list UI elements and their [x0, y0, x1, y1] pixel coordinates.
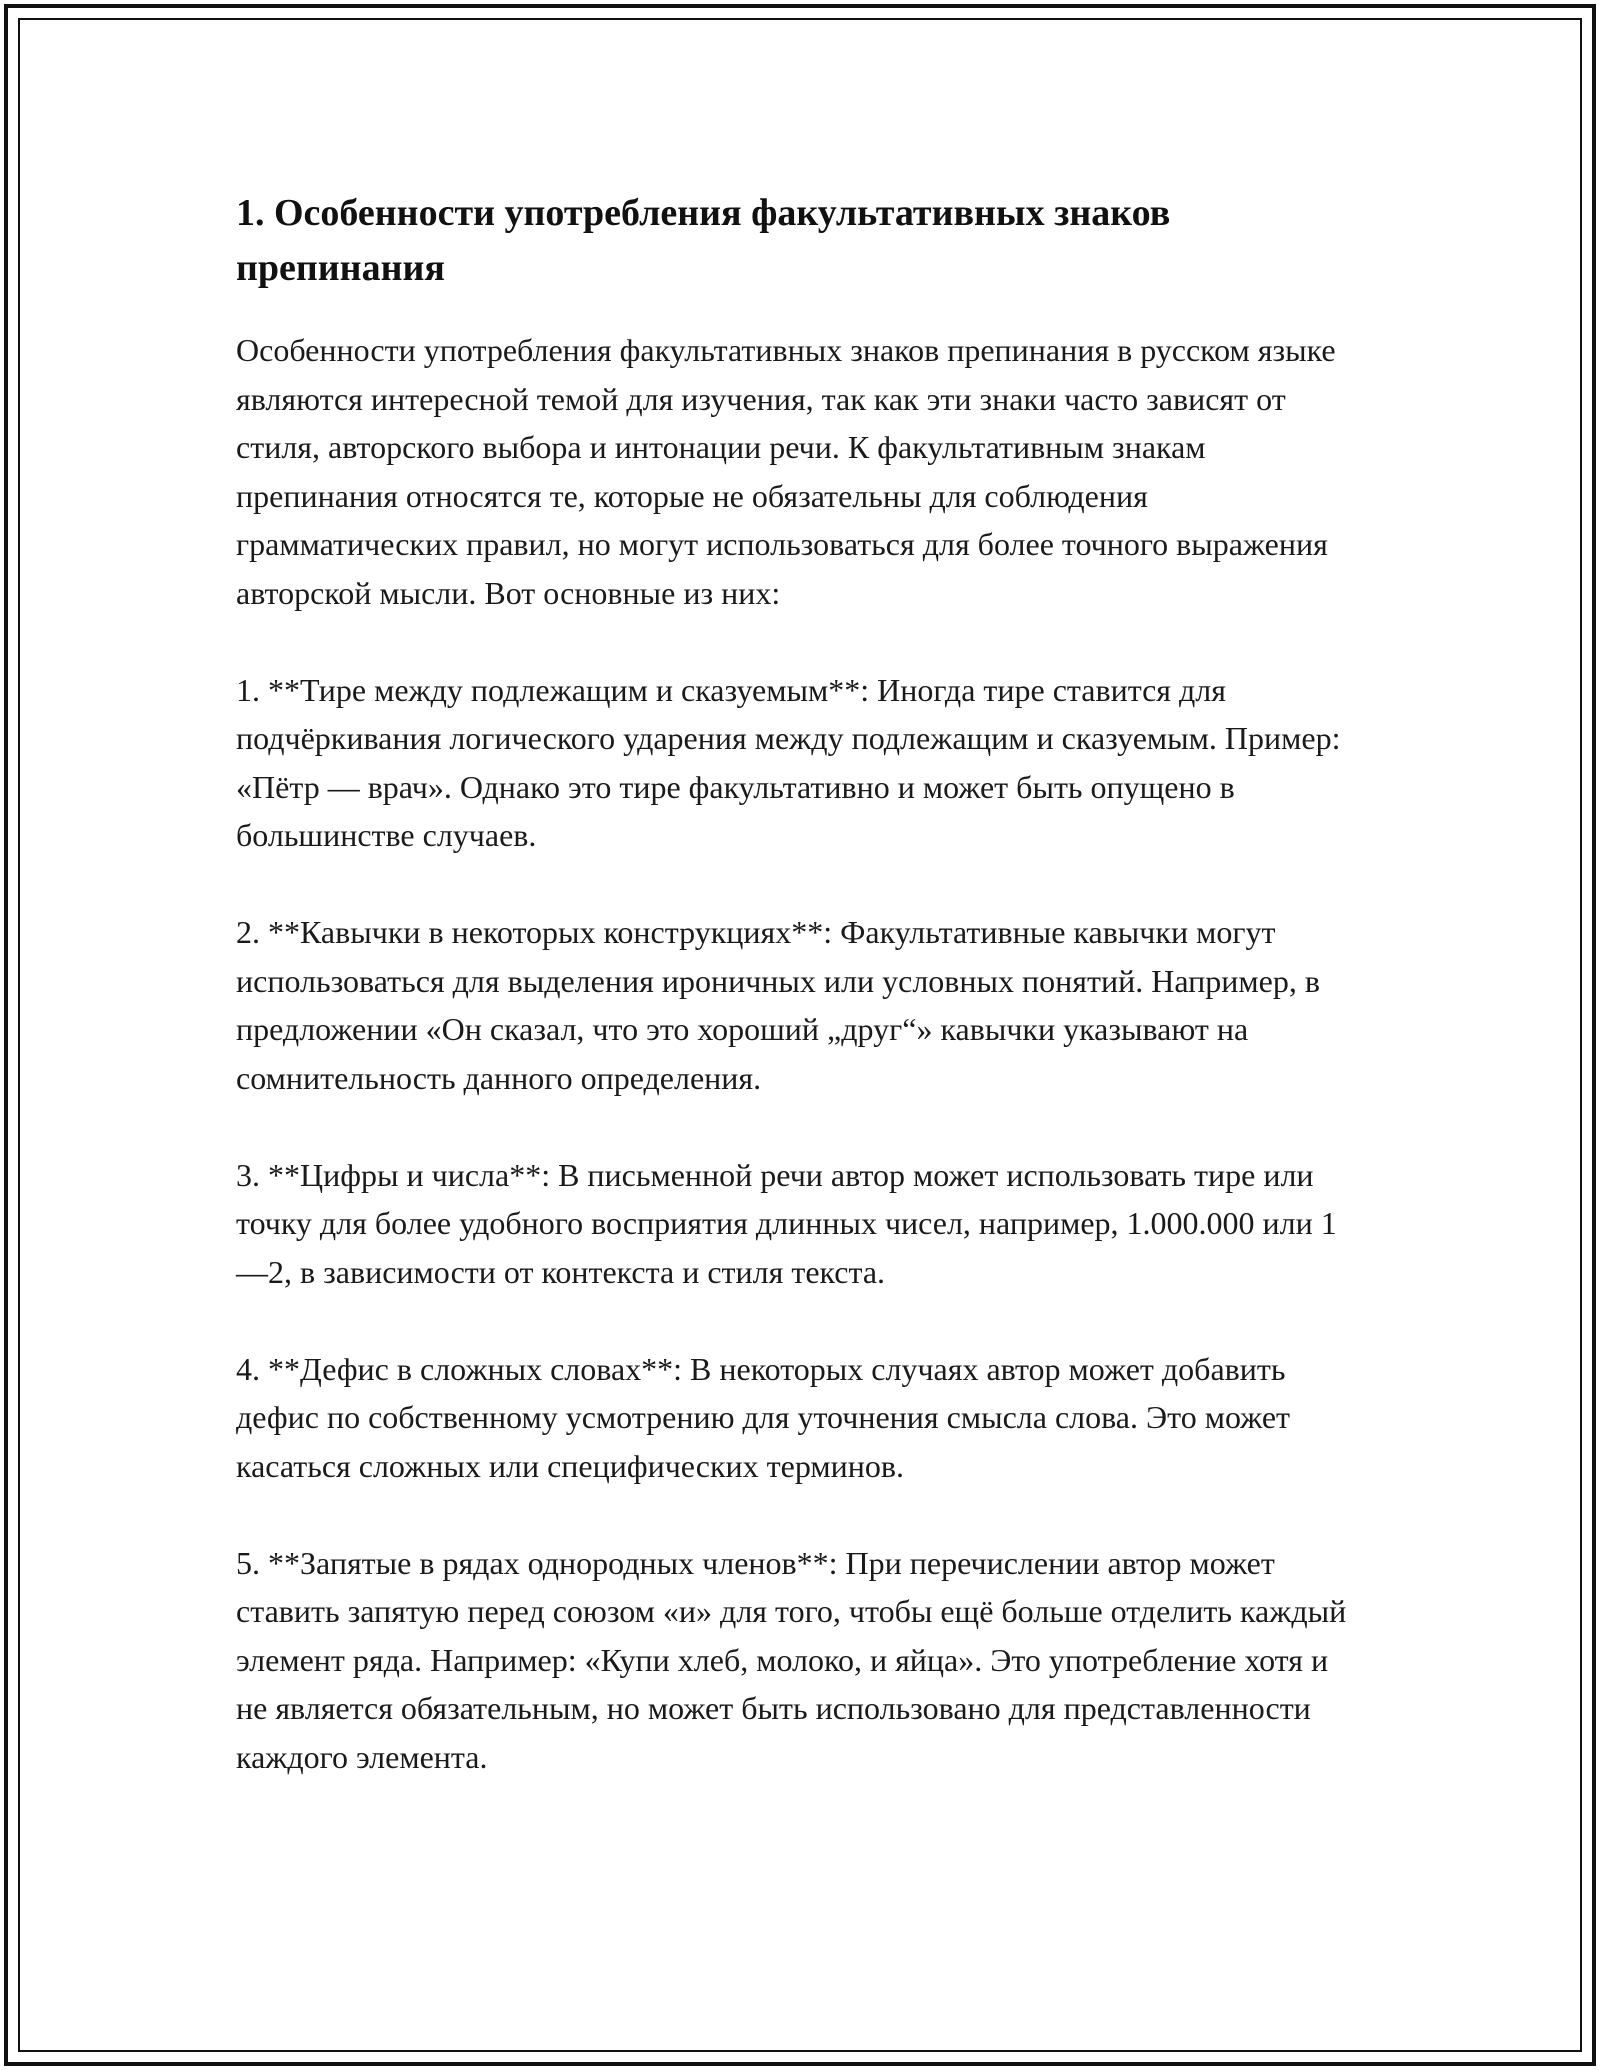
intro-paragraph: Особенности употребления факультативных знаков препинания в русском языке являются интересной темой для изучения, так как эти знаки часто зависят от стиля, авторского выбора и интонации речи. К факультативным знакам препинания относятся те, которые не обязательны для соблюдения грамматических правил, но могут использоваться для более точного выражения авторской мысли. Вот основные из них: [236, 332, 1336, 611]
list-item-3: 3. **Цифры и числа**: В письменной речи автор может использовать тире или точку для более удобного восприятия длинных чисел, например, 1.000.000 или 1—2, в зависимости от контекста и стиля текста. [236, 1156, 1337, 1290]
list-item-2: 2. **Кавычки в некоторых конструкциях**: Факультативные кавычки могут использоваться для выделения ироничных или условных понятий. Например, в предложении «Он сказал, что это хороший „друг“» кавычки указывают на сомнительность данного определения. [236, 914, 1320, 1096]
list-item-1: 1. **Тире между подлежащим и сказуемым**: Иногда тире ставится для подчёркивания логического ударения между подлежащим и сказуемым. Пример: «Пётр — врач». Однако это тире факультативно и может быть опущено в большинстве случаев. [236, 671, 1341, 853]
document-body [236, 186, 1366, 1781]
list-item-5: 5. **Запятые в рядах однородных членов**: При перечислении автор может ставить запятую перед союзом «и» для того, чтобы ещё больше отделить каждый элемент ряда. Например: «Купи хлеб, молоко, и яйца». Это употребление хотя и не является обязательным, но может быть использовано для представленности каждого элемента. [236, 1544, 1347, 1775]
document-title: 1. Особенности употребления факультативных знаков препинания [236, 192, 1171, 289]
list-item-4: 4. **Дефис в сложных словах**: В некоторых случаях автор может добавить дефис по собственному усмотрению для уточнения смысла слова. Это может касаться сложных или специфических терминов. [236, 1350, 1291, 1484]
